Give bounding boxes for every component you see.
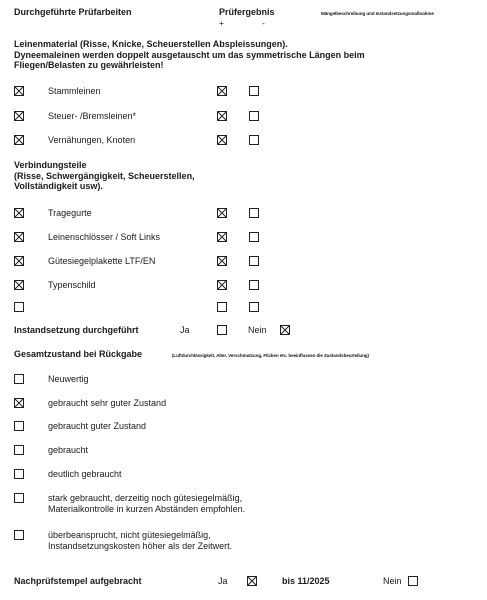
stamp-until: bis 11/2025 (282, 576, 330, 586)
stamp-no-checkbox[interactable] (408, 576, 418, 586)
repair-no-label: Nein (248, 325, 267, 335)
connector-done-checkbox[interactable] (14, 256, 24, 266)
repair-yes-checkbox[interactable] (217, 325, 227, 335)
condition-option-checkbox[interactable] (14, 530, 24, 540)
condition-option-label (48, 374, 89, 385)
connector-item-label: Leinenschlösser / Soft Links (48, 232, 161, 242)
connector-plus-checkbox[interactable] (217, 280, 227, 290)
connector-done-checkbox[interactable] (14, 280, 24, 290)
connector-plus-checkbox[interactable] (217, 256, 227, 266)
stamp-no-label: Nein (383, 576, 402, 586)
connector-done-checkbox[interactable] (14, 232, 24, 242)
connector-plus-checkbox[interactable] (217, 232, 227, 242)
condition-option-line-1: überbeansprucht, nicht gütesiegelmäßig, (48, 530, 211, 540)
lines-plus-checkbox[interactable] (217, 111, 227, 121)
header-defects: Mängelbeschreibung und Instandsetzungsmaßnahme (321, 11, 434, 16)
connector-plus-checkbox[interactable] (217, 302, 227, 312)
condition-option-label (48, 493, 245, 514)
condition-option-line-1: gebraucht (48, 445, 89, 455)
lines-minus-checkbox[interactable] (249, 86, 259, 96)
connector-minus-checkbox[interactable] (249, 232, 259, 242)
repair-label: Instandsetzung durchgeführt (14, 325, 139, 335)
condition-option-label (48, 530, 232, 551)
condition-option-line-1: stark gebraucht, derzeitig noch gütesiegelmäßig, (48, 493, 243, 503)
lines-plus-checkbox[interactable] (217, 135, 227, 145)
condition-option-line-1: Neuwertig (48, 374, 89, 384)
condition-option-line-2: Materialkontrolle in kurzen Abständen empfohlen. (48, 503, 246, 514)
connector-plus-checkbox[interactable] (217, 208, 227, 218)
lines-minus-checkbox[interactable] (249, 135, 259, 145)
lines-done-checkbox[interactable] (14, 135, 24, 145)
lines-item-label: Steuer- /Bremsleinen* (48, 111, 137, 121)
condition-option-label (48, 398, 166, 409)
lines-title-line-1: Leinenmaterial (Risse, Knicke, Scheuerstellen Abspleissungen). (14, 39, 288, 49)
connectors-section-title (14, 160, 195, 192)
lines-item-label: Stammleinen (48, 86, 101, 96)
stamp-yes-checkbox[interactable] (247, 576, 257, 586)
condition-option-line-2: Instandsetzungskosten höher als der Zeitwert. (48, 540, 233, 551)
connectors-title-line-3: Vollständigkeit usw). (14, 181, 103, 191)
connector-item-label: Tragegurte (48, 208, 92, 218)
condition-option-label (48, 445, 88, 456)
header-inspection-work: Durchgeführte Prüfarbeiten (14, 7, 132, 17)
repair-no-checkbox[interactable] (280, 325, 290, 335)
connectors-title-line-2: (Risse, Schwergängigkeit, Scheuerstellen, (14, 170, 195, 181)
connector-minus-checkbox[interactable] (249, 302, 259, 312)
connector-minus-checkbox[interactable] (249, 280, 259, 290)
connector-done-checkbox[interactable] (14, 302, 24, 312)
connectors-title-line-1: Verbindungsteile (14, 160, 87, 170)
connector-item-label: Typenschild (48, 280, 96, 290)
lines-title-line-3: Fliegen/Belasten zu gewährleisten! (14, 60, 164, 70)
header-plus: + (219, 18, 224, 28)
repair-yes-label: Ja (180, 325, 190, 335)
condition-option-line-1: deutlich gebraucht (48, 469, 122, 479)
connector-item-label: Gütesiegelplakette LTF/EN (48, 256, 156, 266)
condition-option-label (48, 421, 146, 432)
connector-minus-checkbox[interactable] (249, 208, 259, 218)
lines-done-checkbox[interactable] (14, 86, 24, 96)
condition-option-checkbox[interactable] (14, 493, 24, 503)
lines-done-checkbox[interactable] (14, 111, 24, 121)
lines-section-title (14, 39, 365, 71)
condition-note: (Luftdurchlässigkeit, Alter, Verschmutzung, Flicken etc. beeinflussen die Zustandsbeurteilung) (172, 353, 369, 358)
condition-option-checkbox[interactable] (14, 398, 24, 408)
stamp-yes-label: Ja (218, 576, 228, 586)
condition-option-checkbox[interactable] (14, 469, 24, 479)
lines-plus-checkbox[interactable] (217, 86, 227, 96)
connector-minus-checkbox[interactable] (249, 256, 259, 266)
header-result: Prüfergebnis (219, 7, 275, 17)
condition-option-label (48, 469, 122, 480)
condition-title: Gesamtzustand bei Rückgabe (14, 349, 143, 359)
lines-item-label: Vernähungen, Knoten (48, 135, 136, 145)
lines-title-line-2: Dyneemaleinen werden doppelt ausgetauscht um das symmetrische Längen beim (14, 49, 365, 60)
connector-done-checkbox[interactable] (14, 208, 24, 218)
condition-option-line-1: gebraucht guter Zustand (48, 421, 147, 431)
header-minus: - (262, 18, 265, 28)
condition-option-checkbox[interactable] (14, 374, 24, 384)
condition-option-line-1: gebraucht sehr guter Zustand (48, 398, 167, 408)
condition-option-checkbox[interactable] (14, 445, 24, 455)
stamp-label: Nachprüfstempel aufgebracht (14, 576, 142, 586)
lines-minus-checkbox[interactable] (249, 111, 259, 121)
condition-option-checkbox[interactable] (14, 421, 24, 431)
